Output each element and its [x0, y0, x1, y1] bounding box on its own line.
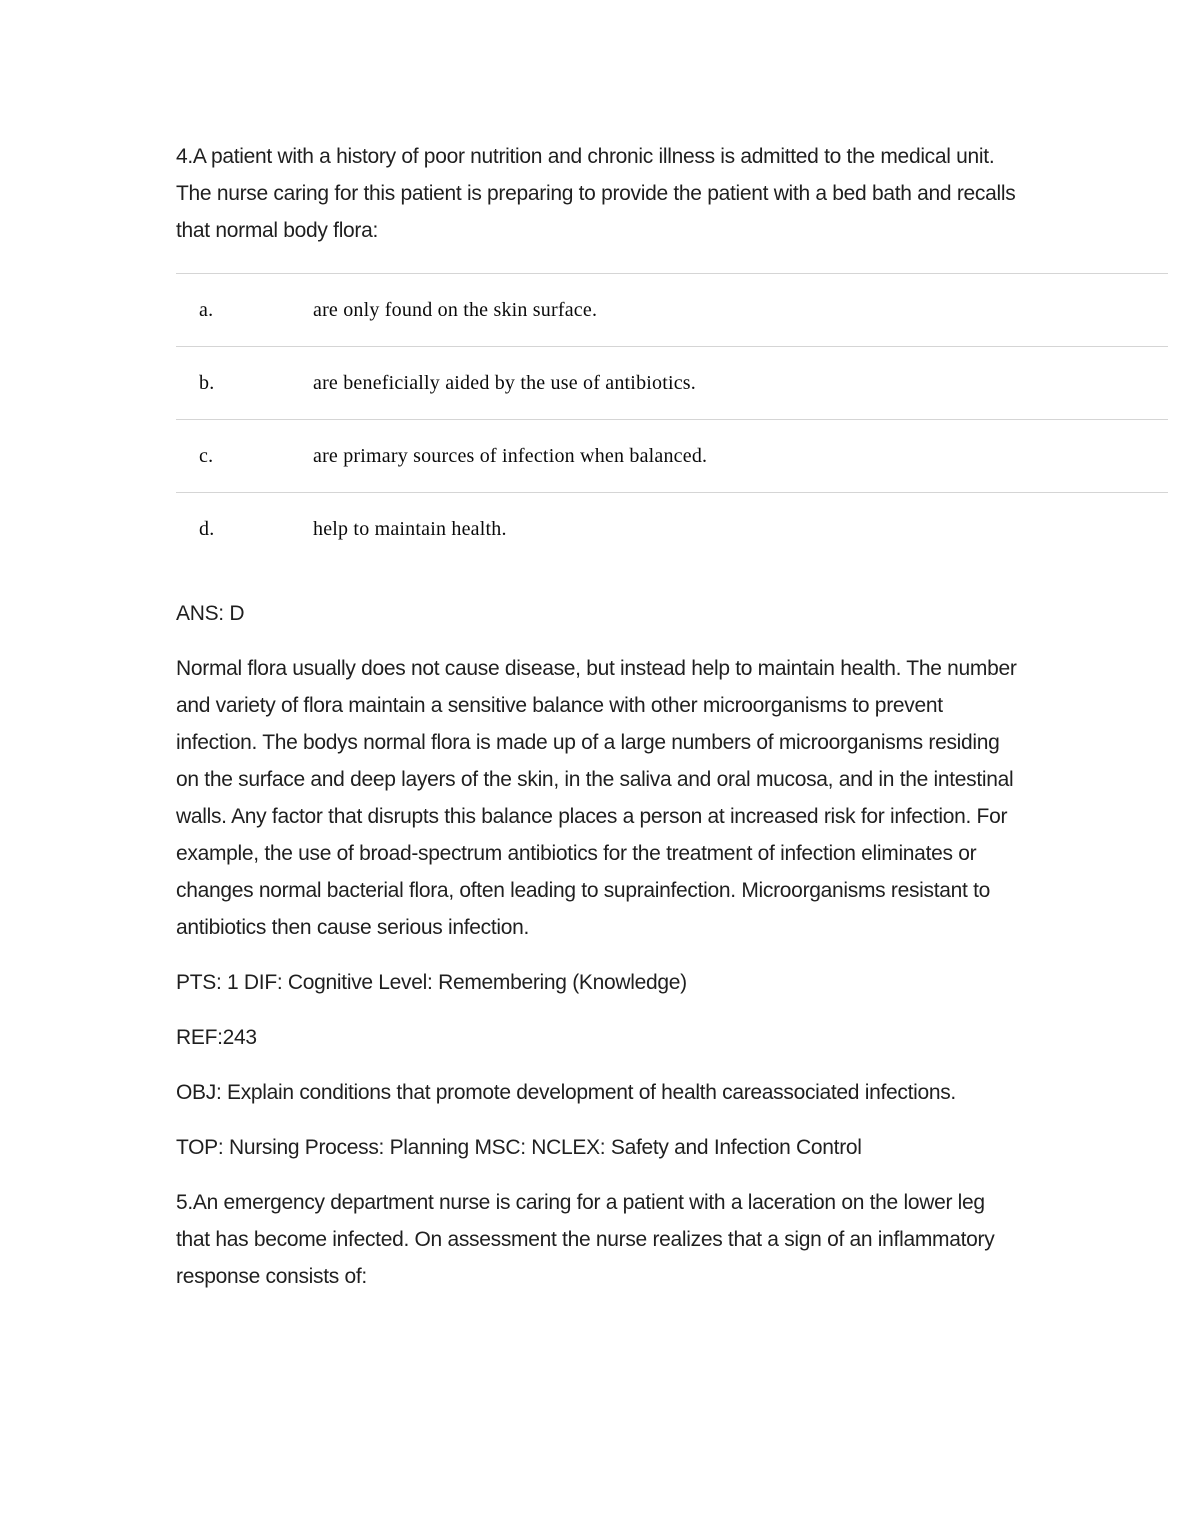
option-row-c	[176, 419, 1168, 492]
option-text-c: are primary sources of infection when balanced.	[313, 444, 708, 467]
option-row-b	[176, 346, 1168, 419]
question-4-text: 4.A patient with a history of poor nutrition and chronic illness is admitted to the medical unit. The nurse caring for this patient is preparing to provide the patient with a bed bath and recalls that normal body flora:	[176, 145, 1016, 242]
option-text-b: are beneficially aided by the use of antibiotics.	[313, 371, 696, 394]
option-text-d: help to maintain health.	[313, 517, 507, 540]
option-letter-d: d.	[199, 517, 215, 540]
option-text-a: are only found on the skin surface.	[313, 298, 598, 321]
answer-options-table	[176, 273, 1168, 565]
pts-dif-line: PTS: 1 DIF: Cognitive Level: Remembering (Knowledge)	[176, 971, 687, 994]
answer-line: ANS: D	[176, 602, 245, 625]
option-letter-b: b.	[199, 371, 215, 394]
document-page	[176, 138, 1168, 1313]
ref-line: REF:243	[176, 1026, 257, 1049]
top-msc-line: TOP: Nursing Process: Planning MSC: NCLEX: Safety and Infection Control	[176, 1136, 862, 1159]
option-letter-a: a.	[199, 298, 214, 321]
obj-line: OBJ: Explain conditions that promote development of health careassociated infections.	[176, 1081, 956, 1104]
option-row-d	[176, 492, 1168, 565]
question-5-text: 5.An emergency department nurse is caring for a patient with a laceration on the lower leg that has become infected. On assessment the nurse realizes that a sign of an inflammatory response consists of:	[176, 1191, 995, 1288]
rationale-text: Normal flora usually does not cause disease, but instead help to maintain health. The number and variety of flora maintain a sensitive balance with other microorganisms to prevent infection. The bodys normal flora is made up of a large numbers of microorganisms residing on the surface and deep layers of the skin, in the saliva and oral mucosa, and in the intestinal walls. Any factor that disrupts this balance places a person at increased risk for infection. For example, the use of broad-spectrum antibiotics for the treatment of infection eliminates or changes normal bacterial flora, often leading to suprainfection. Microorganisms resistant to antibiotics then cause serious infection.	[176, 657, 1017, 939]
option-letter-c: c.	[199, 444, 214, 467]
option-row-a	[176, 273, 1168, 346]
